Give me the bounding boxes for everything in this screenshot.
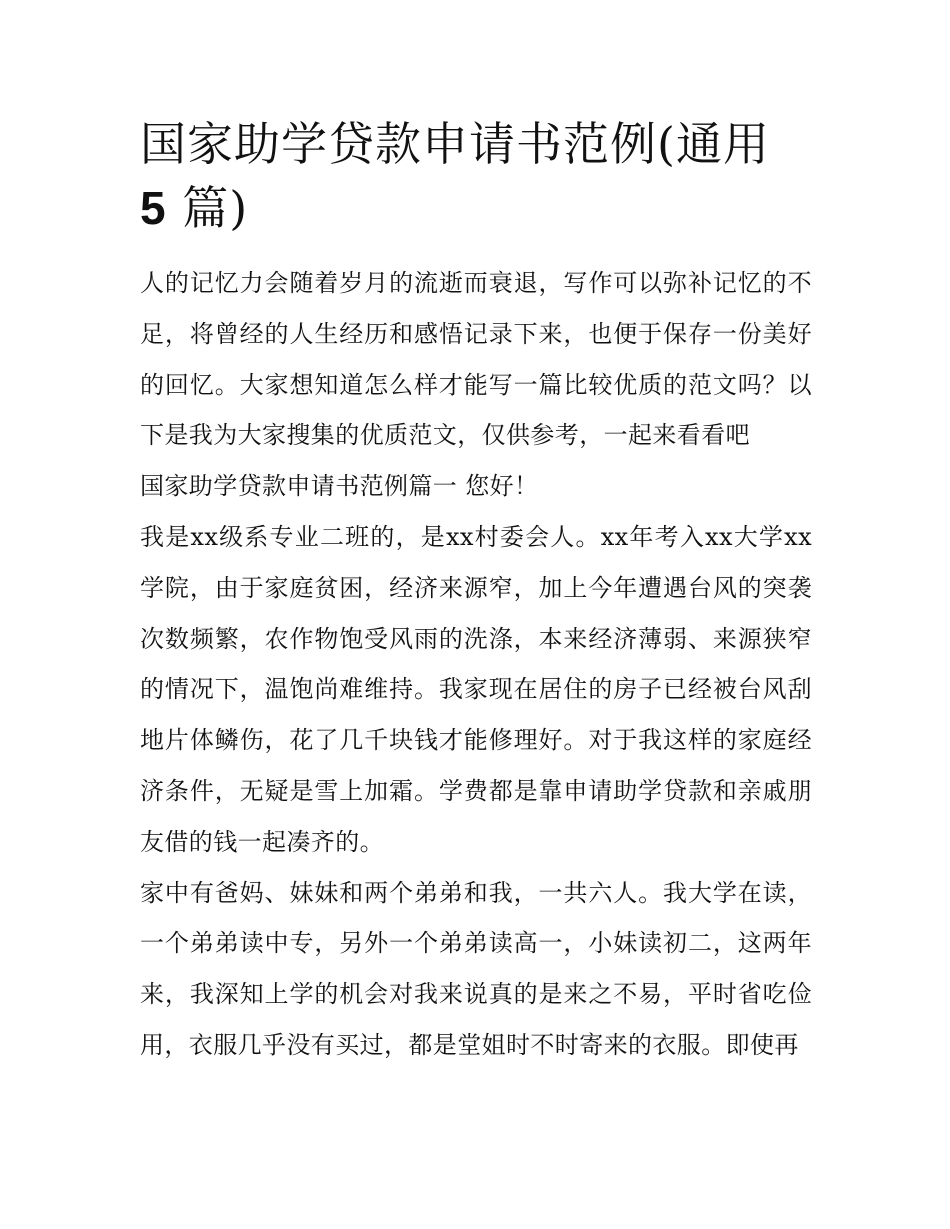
title-text-part2: 篇) xyxy=(182,181,249,235)
paragraph-background: 我是xx级系专业二班的，是xx村委会人。xx年考入xx大学xx学院，由于家庭贫困，经济来源窄，加上今年遭遇台风的突袭次数频繁，农作物饱受风雨的洗涤，本来经济薄弱、来源狭窄的情况下，温饱尚难维持。我家现在居住的房子已经被台风刮地片体鳞伤，花了几千块钱才能修理好。对于我这样的家庭经济条件，无疑是雪上加霜。学费都是靠申请助学贷款和亲戚朋友借的钱一起凑齐的。 xyxy=(140,522,812,856)
paragraph-intro: 人的记忆力会随着岁月的流逝而衰退，写作可以弥补记忆的不足，将曾经的人生经历和感悟记录下来，也便于保存一份美好的回忆。大家想知道怎么样才能写一篇比较优质的范文吗？以下是我为大家搜集的优质范文，仅供参考，一起来看看吧 xyxy=(140,269,812,450)
document-title xyxy=(140,112,812,240)
paragraph-family: 家中有爸妈、妹妹和两个弟弟和我，一共六人。我大学在读，一个弟弟读中专，另外一个弟弟读高一，小妹读初二，这两年来，我深知上学的机会对我来说真的是来之不易，平时省吃俭用，衣服几乎没有买过，都是堂姐时不时寄来的衣服。即使再 xyxy=(140,878,812,1059)
document-content xyxy=(140,112,812,1071)
title-text-part1: 国家助学贷款申请书范例(通用 xyxy=(140,117,770,171)
title-number: 5 xyxy=(140,182,167,234)
paragraph-section-heading: 国家助学贷款申请书范例篇一 您好！ xyxy=(140,472,539,501)
document-body xyxy=(140,258,812,1071)
